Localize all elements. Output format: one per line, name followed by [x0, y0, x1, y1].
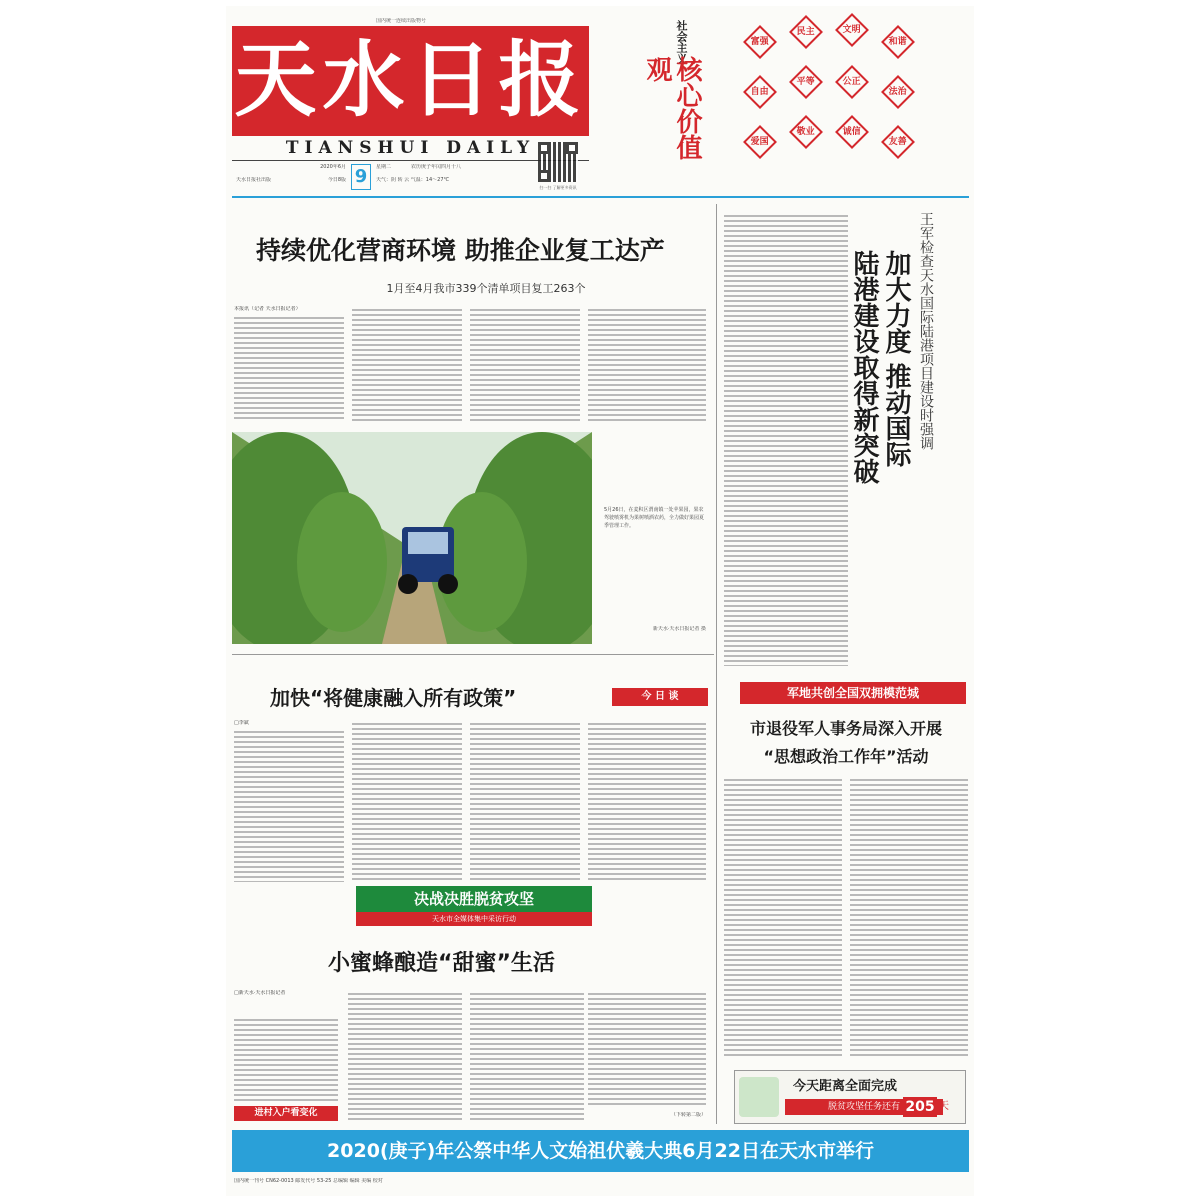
day-number: 9	[351, 164, 371, 190]
newspaper-page	[226, 6, 974, 1196]
column-divider	[716, 204, 717, 1124]
photo-credit: 新天水·天水日报记者 摄	[652, 626, 706, 632]
photo-caption: 5月26日，在麦积区渭南镇一处苹果园，果农驾驶喷雾机为果树喷洒农药，全力做好果园夏季管理工作。	[604, 507, 704, 529]
jinri-tan-tag: 今 日 谈	[612, 688, 708, 706]
lead-headline: 持续优化营商环境 助推企业复工达产	[256, 236, 665, 265]
lead-subhead: 1月至4月我市339个清单项目复工263个	[386, 282, 586, 295]
bottom-banner: 2020(庚子)年公祭中华人文始祖伏羲大典6月22日在天水市举行	[232, 1130, 969, 1172]
lunar-date-text: 农历庚子年闰四月十八	[411, 164, 462, 170]
seal-value: 富强	[743, 25, 777, 59]
seal-value: 和谐	[881, 25, 915, 59]
seal-value: 爱国	[743, 125, 777, 159]
pages-text: 今日8版	[327, 177, 346, 183]
health-headline: 加快“将健康融入所有政策”	[270, 686, 517, 710]
health-column-1	[234, 728, 344, 882]
footer-text: 国内统一刊号 CN62-0013 邮发代号 53-25 总编辑 编辑 美编 校对	[234, 1178, 383, 1184]
countdown-unit: 天	[939, 1101, 949, 1112]
seal-value: 法治	[881, 75, 915, 109]
veterans-column-1	[724, 776, 842, 1058]
masthead-english: TIANSHUI DAILY	[285, 138, 536, 158]
top-code: 国内统一连续出版物号	[376, 18, 427, 24]
veterans-headline-b: “思想政治工作年”活动	[763, 747, 929, 766]
lead-column-4	[588, 306, 706, 422]
seal-value: 诚信	[835, 115, 869, 149]
bee-column-1	[234, 1016, 338, 1102]
seal-value: 友善	[881, 125, 915, 159]
health-column-3	[470, 720, 580, 882]
masthead-title: 天水日报	[234, 32, 587, 128]
bee-headline: 小蜜蜂酿造“甜蜜”生活	[328, 951, 555, 976]
bee-continued: （下转第二版）	[670, 1112, 706, 1118]
poverty-banner-title: 决战决胜脱贫攻坚	[356, 886, 592, 912]
veterans-headline-a: 市退役军人事务局深入开展	[749, 719, 942, 738]
health-column-2	[352, 720, 462, 882]
values-seals-grid	[726, 20, 941, 200]
seal-value: 平等	[789, 65, 823, 99]
seal-value: 民主	[789, 15, 823, 49]
countdown-box	[734, 1070, 966, 1124]
veterans-column-2	[850, 776, 968, 1058]
masthead-banner	[232, 26, 589, 136]
qr-caption: 扫一扫 了解更多资讯	[539, 185, 577, 190]
bee-tag: 进村入户看变化	[234, 1106, 338, 1121]
veterans-banner: 军地共创全国双拥模范城	[740, 682, 966, 704]
lead-right-body	[724, 212, 848, 666]
qr-code	[538, 142, 578, 182]
seal-value: 文明	[835, 13, 869, 47]
lead-column-1	[234, 314, 344, 422]
bee-column-2	[348, 990, 462, 1122]
health-author: □李斌	[234, 720, 249, 726]
right-headline-b: 陆港建设取得新突破	[849, 250, 879, 484]
seal-value: 自由	[743, 75, 777, 109]
right-kicker: 王军检查天水国际陆港项目建设时强调	[918, 212, 934, 450]
orchard-photo-art	[232, 432, 592, 644]
header-divider	[232, 196, 969, 198]
weather-text: 天气：阴 转 云 气温：14～27℃	[376, 177, 450, 183]
bee-byline: □新天水·天水日报记者	[234, 990, 286, 996]
orchard-photo	[232, 432, 592, 644]
weekday-text: 星期二	[376, 164, 392, 170]
publisher-text: 天水日报社出版	[236, 177, 272, 183]
lead-column-2	[352, 306, 462, 422]
bee-column-3	[470, 990, 584, 1122]
right-headline-a: 加大力度 推动国际	[881, 250, 911, 468]
countdown-text: 今天距离全面完成	[793, 1079, 898, 1094]
section-divider	[232, 654, 714, 655]
masthead-rule	[232, 160, 589, 161]
countdown-days: 205	[903, 1097, 937, 1117]
lead-column-3	[470, 306, 580, 422]
lead-byline: 本报讯（记者 天水日报记者）	[234, 306, 301, 312]
seal-value: 公正	[835, 65, 869, 99]
date-text: 2020年6月	[320, 164, 346, 170]
bee-column-4	[588, 990, 706, 1108]
countdown-sub: 脱贫攻坚任务还有	[785, 1099, 943, 1115]
health-column-4	[588, 720, 706, 882]
poverty-banner-subtitle: 天水市全媒体集中采访行动	[356, 912, 592, 926]
countdown-icon	[739, 1077, 779, 1117]
seal-value: 敬业	[789, 115, 823, 149]
values-heading-small: 社会主义	[675, 20, 688, 64]
values-heading-big: 核心价值观	[642, 56, 702, 160]
